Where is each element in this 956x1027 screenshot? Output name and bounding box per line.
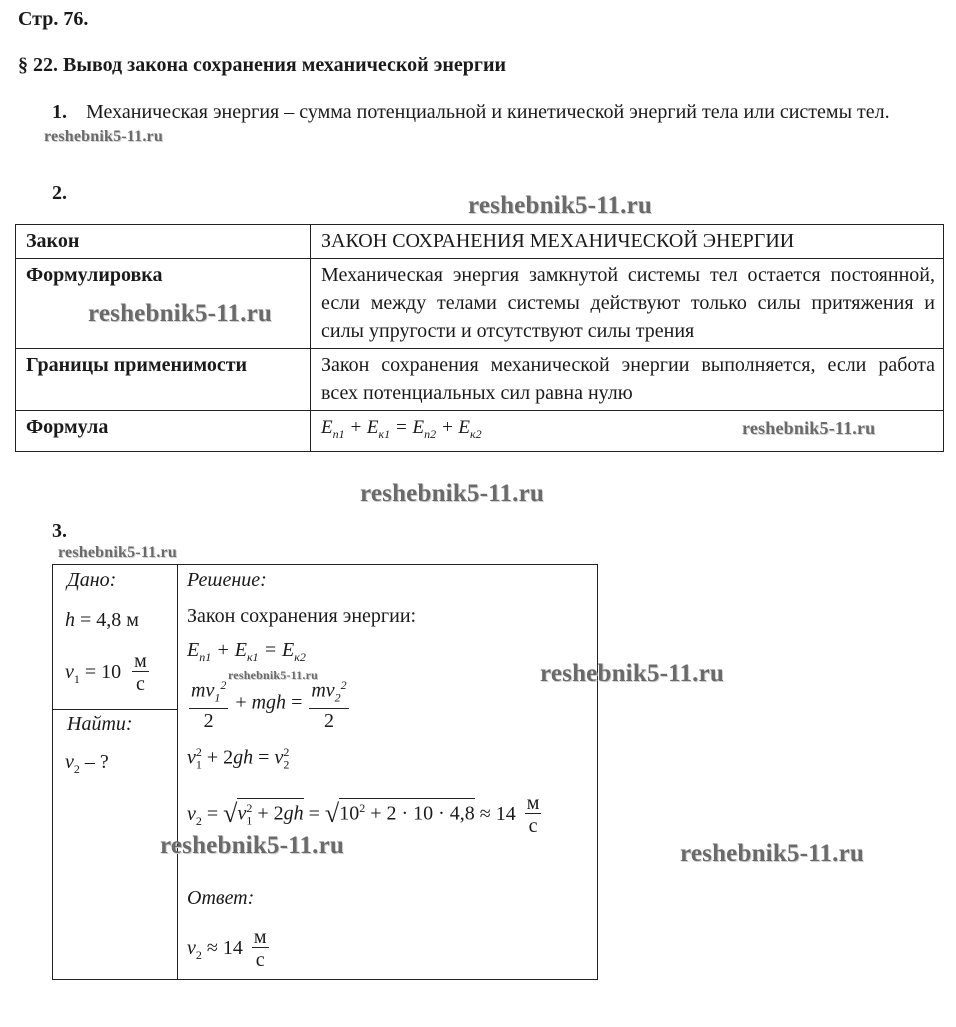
equation-kinetic: $\frac{mv_1^2}{2}$ + mgh = $\frac{mv_2^2}{2}$ [187,675,351,733]
solution-box [52,564,598,980]
watermark: reshebnik5-11.ru [540,660,725,687]
watermark: reshebnik5-11.ru [88,300,273,327]
divider-vertical [177,565,178,979]
table-row [16,349,944,411]
row-value-limits: Закон сохранения механической энергии выполняется, если работа всех потенциальных сил равна нулю [311,349,944,411]
unit-fraction: $\frac{м}{с}$ [253,926,267,971]
item-1-text: Механическая энергия – сумма потенциальной и кинетической энергий тела или системы тел. [86,101,890,123]
find-label: Найти: [67,713,133,735]
watermark: reshebnik5-11.ru [468,192,653,219]
row-value-formulation: Механическая энергия замкнутой системы тел остается постоянной, если между телами системы действуют только силы притяжения и силы упругости и отсутствуют силы трения [311,259,944,349]
unit-fraction: $\frac{м}{с}$ [134,650,147,695]
equation-energy: $E_{п1} + E_{к1} = E_{к2}$ [187,639,306,664]
item-2-number: 2. [52,182,67,204]
row-label-law: Закон [16,225,311,259]
row-label-formulation: Формулировка [16,259,311,349]
section-title: § 22. Вывод закона сохранения механической энергии [18,54,506,76]
given-velocity: $v_1 = 10$ $\frac{м}{с}$ [65,650,147,695]
divider-horizontal [53,709,178,710]
given-label: Дано: [67,569,117,591]
row-label-formula: Формула [16,411,311,452]
row-label-limits: Границы применимости [16,349,311,411]
watermark: reshebnik5-11.ru [160,832,345,859]
watermark: reshebnik5-11.ru [58,544,177,561]
find-value: $v_2$ – ? [65,751,109,776]
watermark: reshebnik5-11.ru [742,418,876,438]
page-number: Стр. 76. [18,8,89,30]
watermark: reshebnik5-11.ru [228,668,318,682]
answer-label: Ответ: [187,887,255,909]
equation-simplified: $v_1^2 + 2gh = v_2^2$ [187,745,290,772]
watermark: reshebnik5-11.ru [680,840,865,867]
energy-formula: $E_{п1} + E_{к1} = E_{п2} + E_{к2}$ [321,417,482,441]
item-3-number: 3. [52,520,67,542]
answer-value: $v_2 \approx 14$ $\frac{м}{с}$ [187,926,267,971]
given-height: h = 4,8 м [65,609,139,631]
row-value-law: ЗАКОН СОХРАНЕНИЯ МЕХАНИЧЕСКОЙ ЭНЕРГИИ [311,225,944,259]
law-text: Закон сохранения энергии: [187,605,417,627]
table-row [16,225,944,259]
solution-label: Решение: [187,569,267,591]
equation-result: $v_2 = √v_1^2 + 2gh = √10^2 + 2 \cdot 10 \cdot 4,8 \approx 14$ $\frac{м}{с}$ [187,792,540,837]
watermark: reshebnik5-11.ru [44,128,163,145]
unit-fraction: $\frac{м}{с}$ [526,792,540,837]
watermark: reshebnik5-11.ru [360,480,545,507]
item-1 [52,98,944,126]
item-1-number: 1. [52,101,67,123]
